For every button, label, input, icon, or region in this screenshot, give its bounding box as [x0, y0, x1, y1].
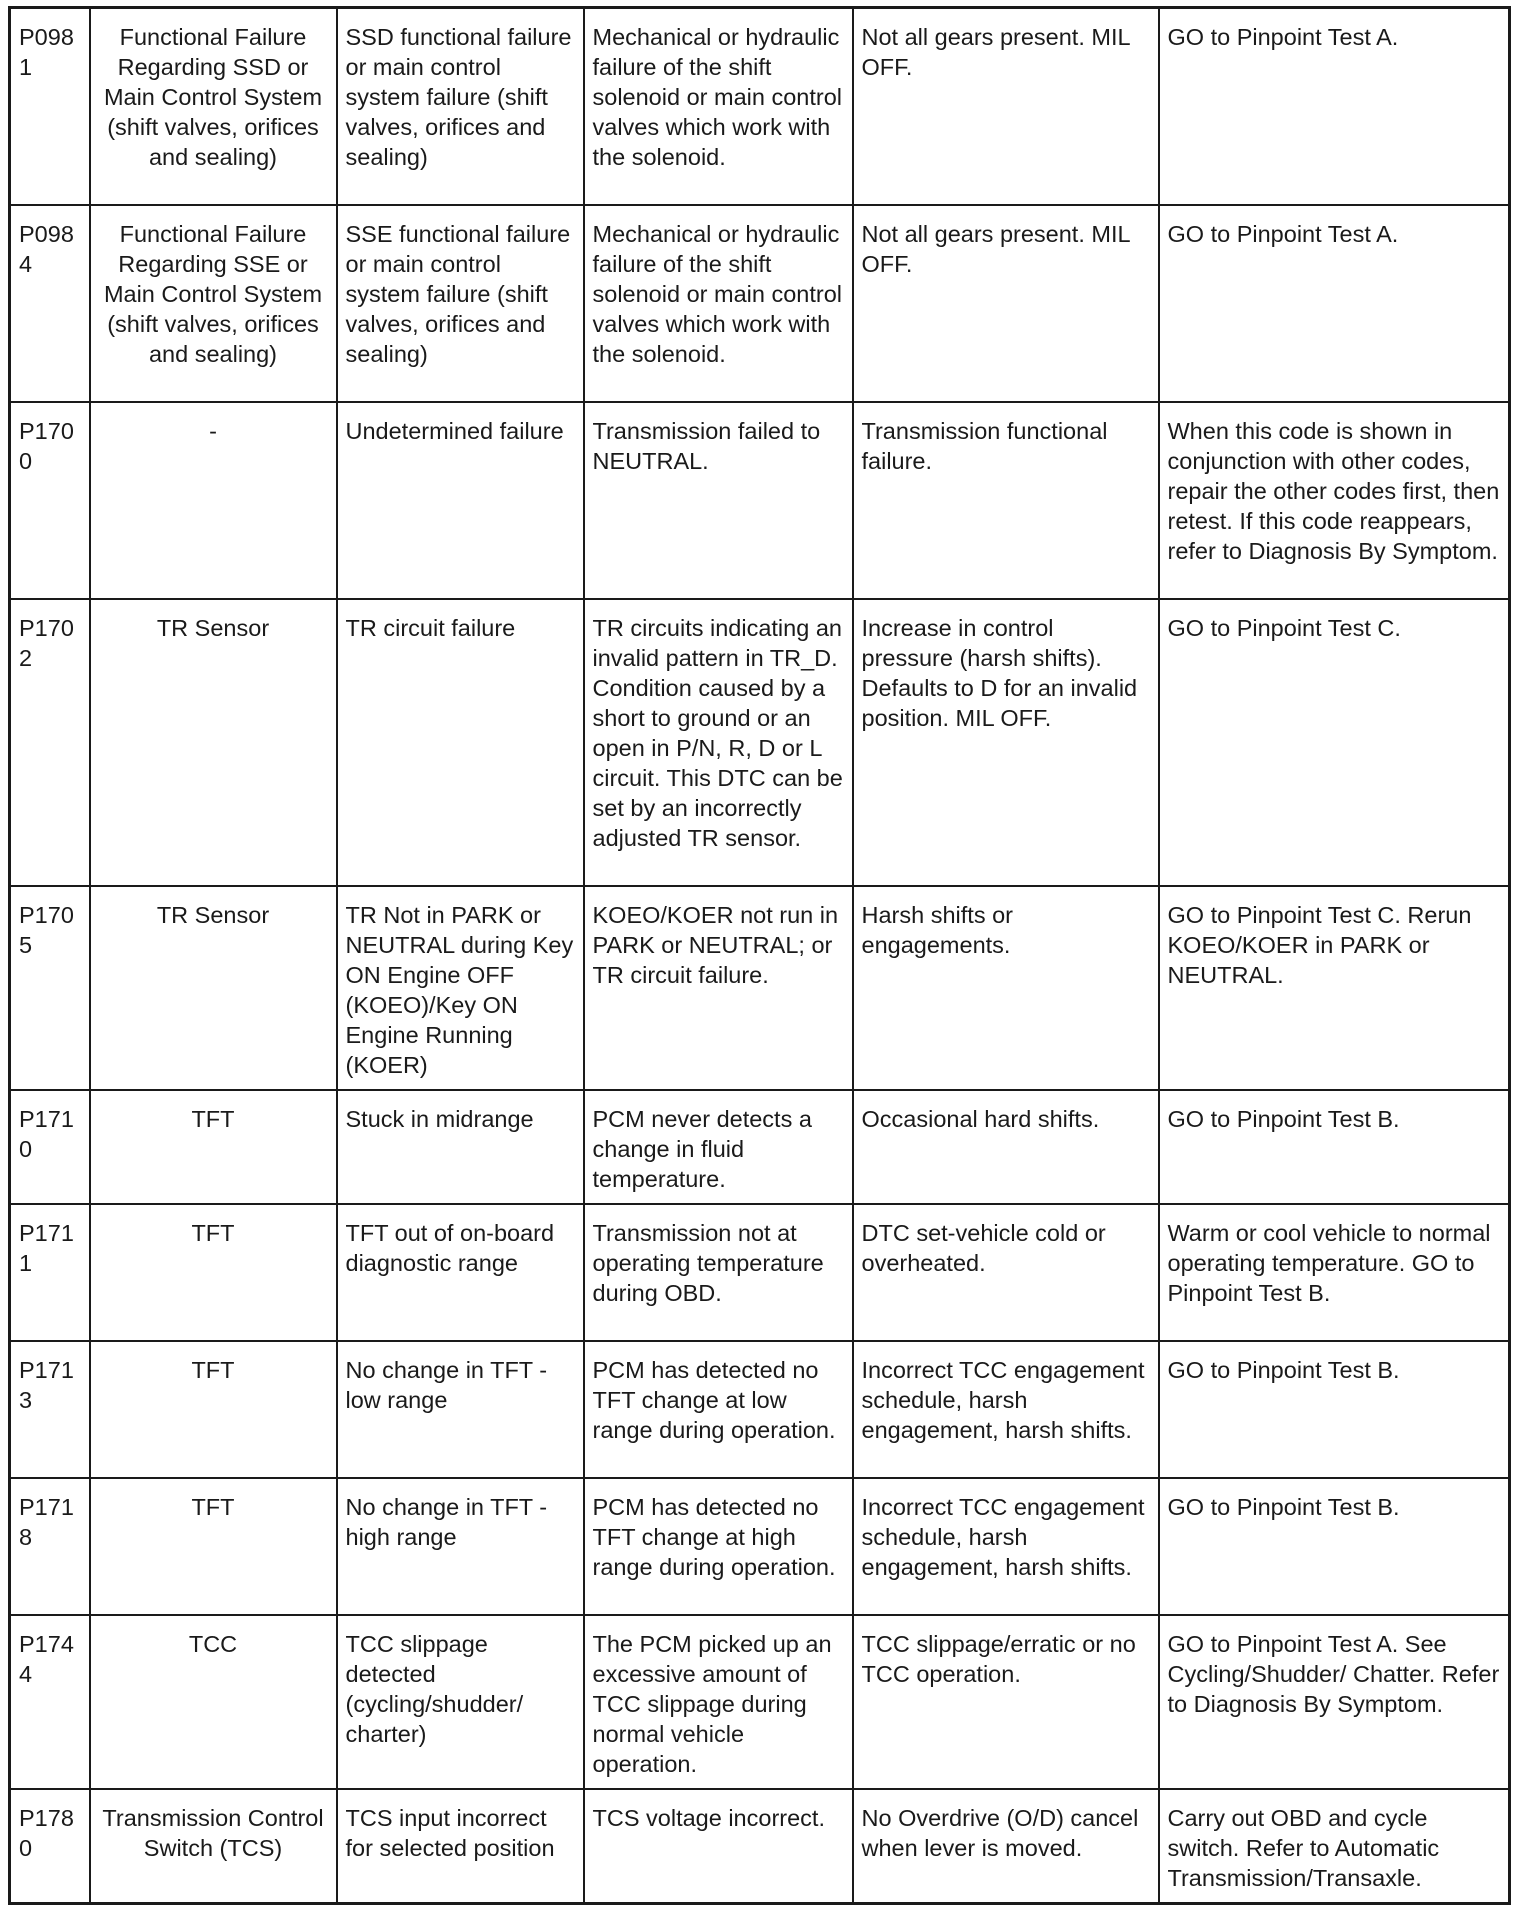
table-row — [10, 1341, 1510, 1478]
table-row — [10, 1090, 1510, 1204]
symptom: Incorrect TCC engagement schedule, harsh engagement, harsh shifts. — [853, 1478, 1159, 1615]
system-component: TCC — [90, 1615, 337, 1789]
system-component: TR Sensor — [90, 599, 337, 886]
dtc-code: P0981 — [10, 8, 90, 205]
dtc-table — [8, 6, 1511, 1905]
set-condition: Transmission failed to NEUTRAL. — [584, 402, 853, 599]
action: GO to Pinpoint Test C. — [1159, 599, 1510, 886]
symptom: TCC slippage/erratic or no TCC operation. — [853, 1615, 1159, 1789]
dtc-description: TCS input incorrect for selected position — [337, 1789, 584, 1904]
dtc-code: P1780 — [10, 1789, 90, 1904]
system-component: - — [90, 402, 337, 599]
action: GO to Pinpoint Test A. — [1159, 205, 1510, 402]
dtc-code: P1718 — [10, 1478, 90, 1615]
symptom: DTC set-vehicle cold or overheated. — [853, 1204, 1159, 1341]
dtc-description: SSD functional failure or main control system failure (shift valves, orifices and sealing) — [337, 8, 584, 205]
dtc-code: P1705 — [10, 886, 90, 1090]
action: GO to Pinpoint Test A. — [1159, 8, 1510, 205]
symptom: Incorrect TCC engagement schedule, harsh engagement, harsh shifts. — [853, 1341, 1159, 1478]
dtc-code: P0984 — [10, 205, 90, 402]
table-row — [10, 886, 1510, 1090]
action: Carry out OBD and cycle switch. Refer to Automatic Transmission/Transaxle. — [1159, 1789, 1510, 1904]
table-row — [10, 1615, 1510, 1789]
system-component: Functional Failure Regarding SSE or Main Control System (shift valves, orifices and sealing) — [90, 205, 337, 402]
set-condition: KOEO/KOER not run in PARK or NEUTRAL; or TR circuit failure. — [584, 886, 853, 1090]
dtc-description: Undetermined failure — [337, 402, 584, 599]
table-row — [10, 205, 1510, 402]
symptom: Not all gears present. MIL OFF. — [853, 205, 1159, 402]
dtc-description: TR circuit failure — [337, 599, 584, 886]
dtc-code: P1744 — [10, 1615, 90, 1789]
system-component: TR Sensor — [90, 886, 337, 1090]
set-condition: PCM has detected no TFT change at high range during operation. — [584, 1478, 853, 1615]
symptom: Harsh shifts or engagements. — [853, 886, 1159, 1090]
symptom: Transmission functional failure. — [853, 402, 1159, 599]
set-condition: TR circuits indicating an invalid pattern in TR_D. Condition caused by a short to ground or an open in P/N, R, D or L circuit. This DTC can be set by an incorrectly adjusted TR sensor. — [584, 599, 853, 886]
dtc-description: TCC slippage detected (cycling/shudder/ charter) — [337, 1615, 584, 1789]
symptom: Increase in control pressure (harsh shifts). Defaults to D for an invalid position. MIL OFF. — [853, 599, 1159, 886]
action: GO to Pinpoint Test A. See Cycling/Shudder/ Chatter. Refer to Diagnosis By Symptom. — [1159, 1615, 1510, 1789]
system-component: Transmission Control Switch (TCS) — [90, 1789, 337, 1904]
action: GO to Pinpoint Test B. — [1159, 1478, 1510, 1615]
table-row — [10, 1204, 1510, 1341]
dtc-code: P1711 — [10, 1204, 90, 1341]
dtc-code: P1702 — [10, 599, 90, 886]
symptom: Not all gears present. MIL OFF. — [853, 8, 1159, 205]
set-condition: Transmission not at operating temperature during OBD. — [584, 1204, 853, 1341]
dtc-code: P1713 — [10, 1341, 90, 1478]
system-component: TFT — [90, 1341, 337, 1478]
dtc-description: No change in TFT - high range — [337, 1478, 584, 1615]
dtc-code: P1700 — [10, 402, 90, 599]
set-condition: The PCM picked up an excessive amount of TCC slippage during normal vehicle operation. — [584, 1615, 853, 1789]
dtc-description: TR Not in PARK or NEUTRAL during Key ON Engine OFF (KOEO)/Key ON Engine Running (KOER) — [337, 886, 584, 1090]
system-component: Functional Failure Regarding SSD or Main Control System (shift valves, orifices and sealing) — [90, 8, 337, 205]
dtc-description: SSE functional failure or main control system failure (shift valves, orifices and sealing) — [337, 205, 584, 402]
set-condition: PCM has detected no TFT change at low range during operation. — [584, 1341, 853, 1478]
table-row — [10, 402, 1510, 599]
system-component: TFT — [90, 1090, 337, 1204]
set-condition: Mechanical or hydraulic failure of the shift solenoid or main control valves which work with the solenoid. — [584, 8, 853, 205]
table-row — [10, 1478, 1510, 1615]
action: GO to Pinpoint Test B. — [1159, 1090, 1510, 1204]
system-component: TFT — [90, 1478, 337, 1615]
system-component: TFT — [90, 1204, 337, 1341]
set-condition: Mechanical or hydraulic failure of the shift solenoid or main control valves which work with the solenoid. — [584, 205, 853, 402]
action: GO to Pinpoint Test B. — [1159, 1341, 1510, 1478]
dtc-description: No change in TFT - low range — [337, 1341, 584, 1478]
set-condition: PCM never detects a change in fluid temperature. — [584, 1090, 853, 1204]
table-row — [10, 1789, 1510, 1904]
symptom: Occasional hard shifts. — [853, 1090, 1159, 1204]
dtc-description: TFT out of on-board diagnostic range — [337, 1204, 584, 1341]
action: GO to Pinpoint Test C. Rerun KOEO/KOER in PARK or NEUTRAL. — [1159, 886, 1510, 1090]
symptom: No Overdrive (O/D) cancel when lever is moved. — [853, 1789, 1159, 1904]
dtc-description: Stuck in midrange — [337, 1090, 584, 1204]
table-row — [10, 599, 1510, 886]
action: Warm or cool vehicle to normal operating temperature. GO to Pinpoint Test B. — [1159, 1204, 1510, 1341]
action: When this code is shown in conjunction with other codes, repair the other codes first, then retest. If this code reappears, refer to Diagnosis By Symptom. — [1159, 402, 1510, 599]
dtc-code: P1710 — [10, 1090, 90, 1204]
table-row — [10, 8, 1510, 205]
set-condition: TCS voltage incorrect. — [584, 1789, 853, 1904]
